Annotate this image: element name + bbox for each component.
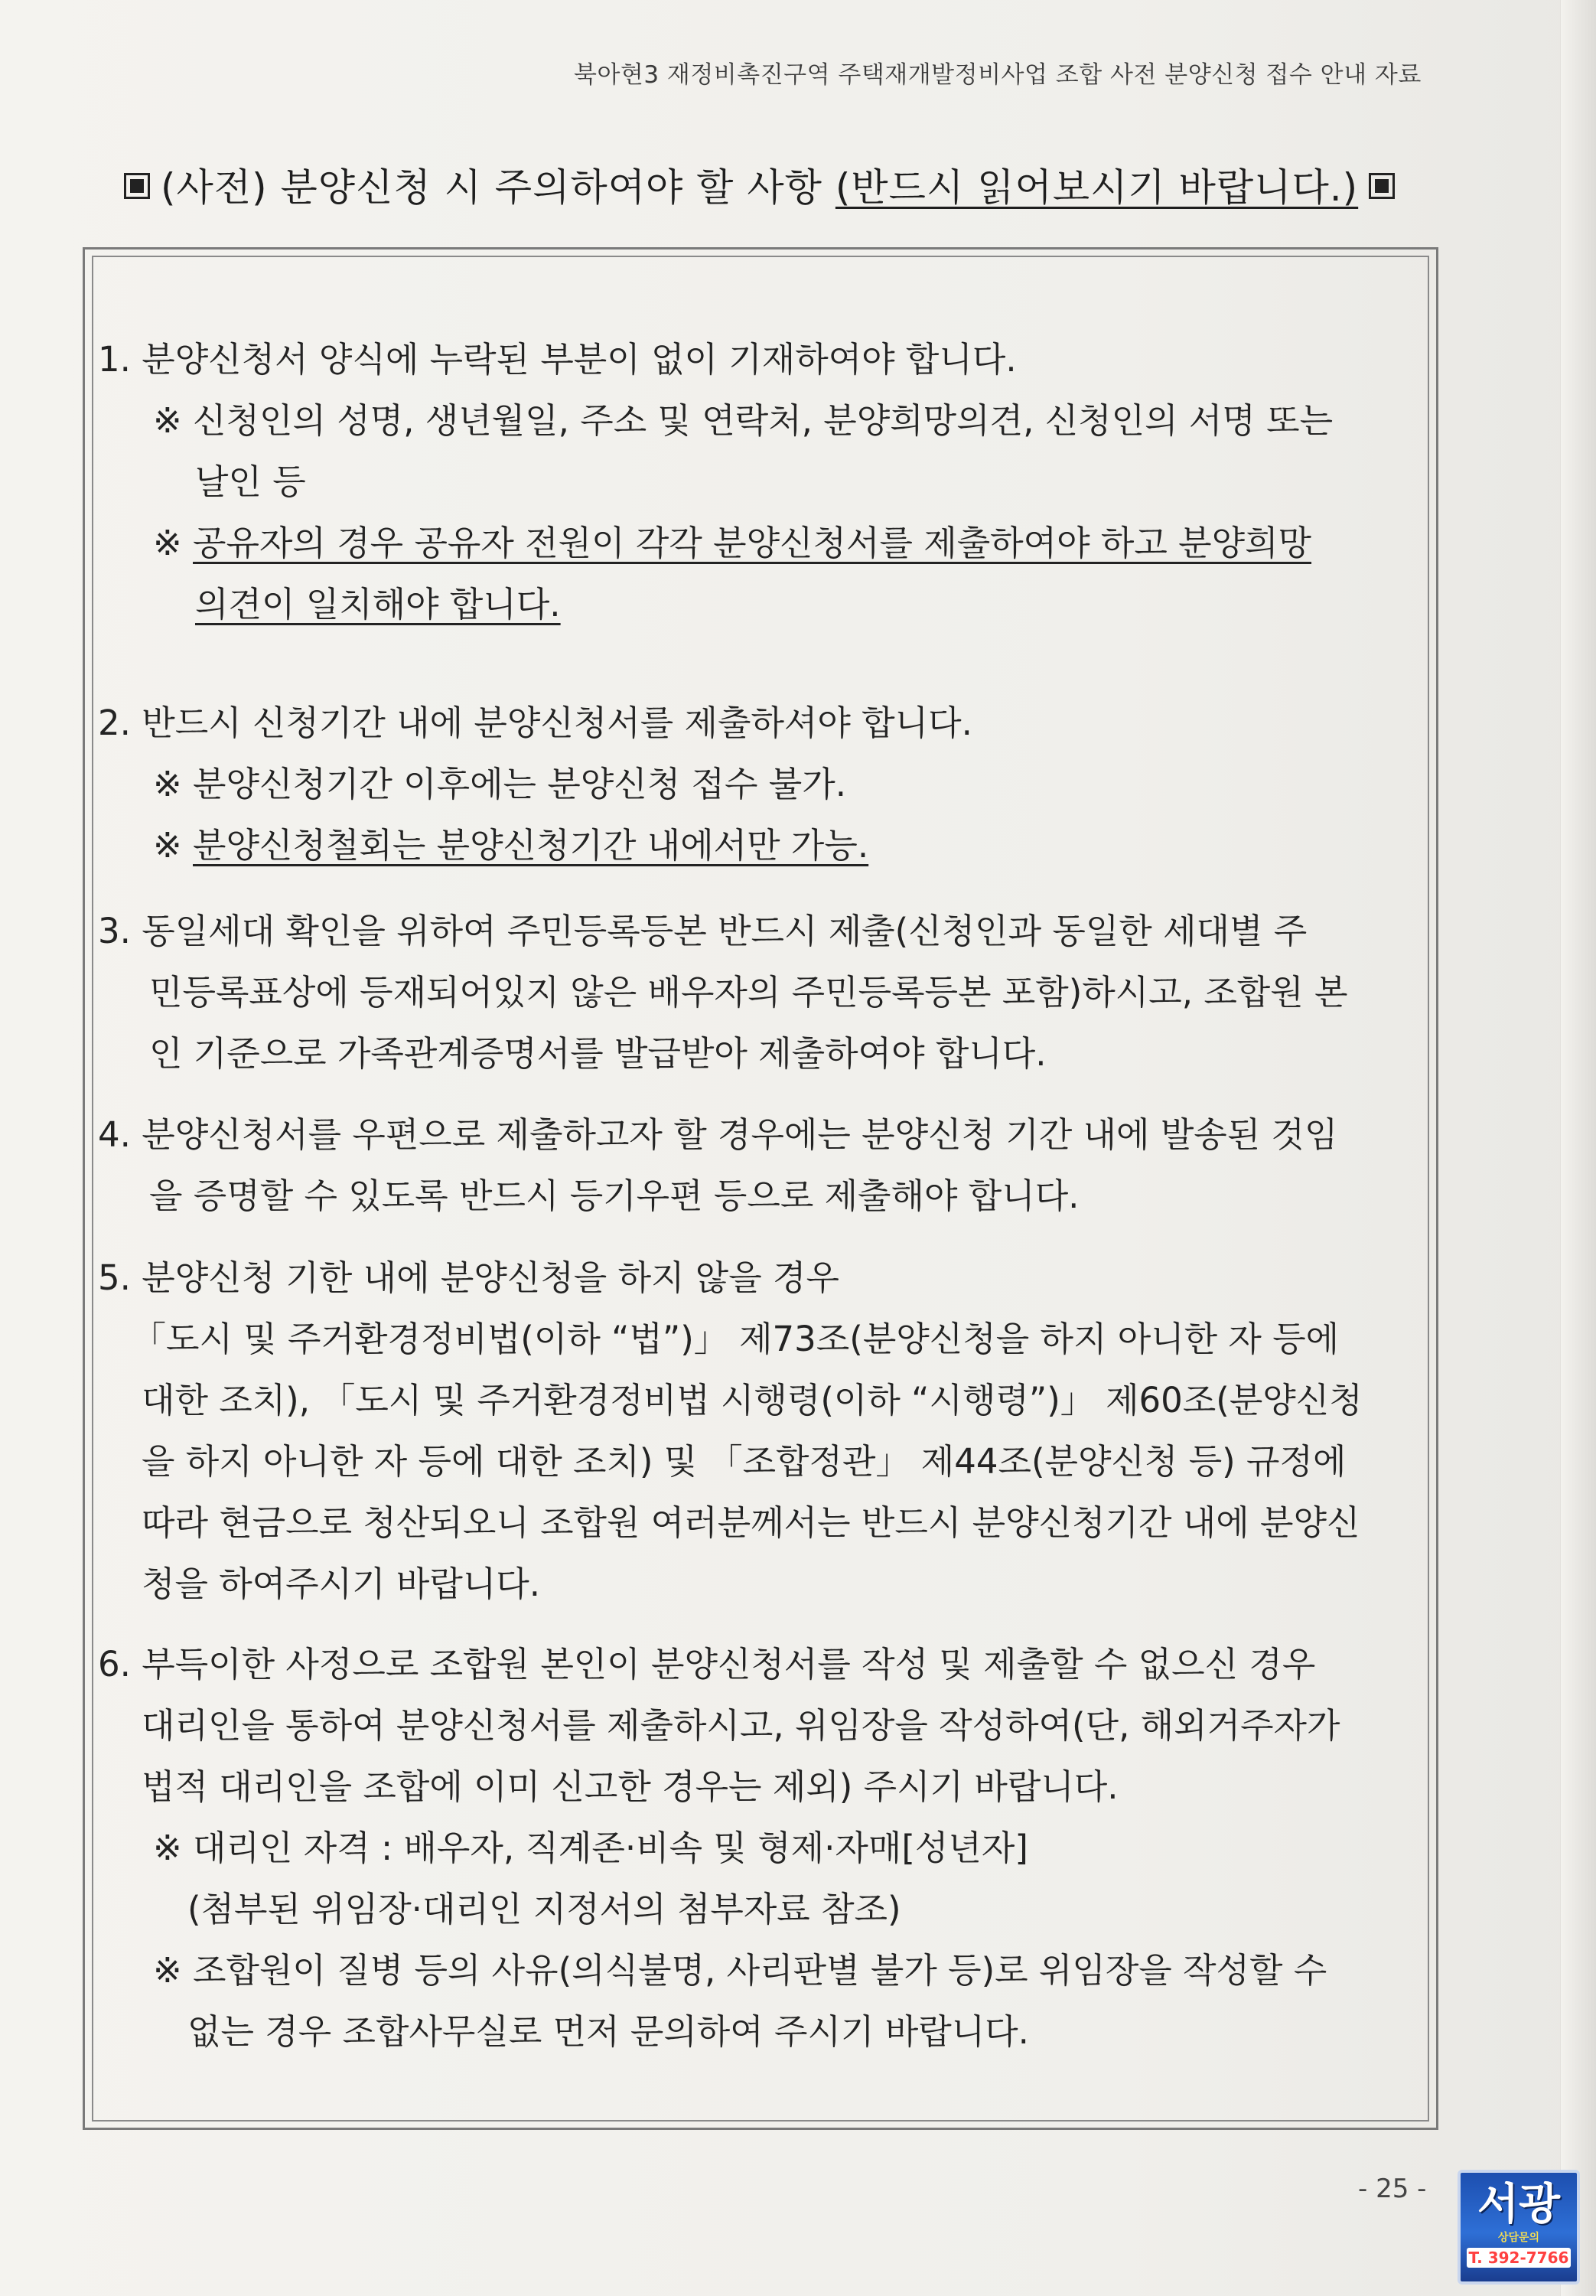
item-6-line-1: 6. 부득이한 사정으로 조합원 본인이 분양신청서를 작성 및 제출할 수 없으신 경우 bbox=[98, 1644, 1316, 1684]
item-5-line-3: 대한 조치), 「도시 및 주거환경정비법 시행령(이하 “시행령”)」 제60조(분양신청 bbox=[142, 1380, 1363, 1420]
running-header: 북아현3 재정비촉진구역 주택재개발정비사업 조합 사전 분양신청 접수 안내 자료 bbox=[574, 61, 1422, 89]
item-4-line-1: 4. 분양신청서를 우편으로 제출하고자 할 경우에는 분양신청 기간 내에 발송된 것임 bbox=[98, 1114, 1338, 1155]
square-bullet-icon bbox=[124, 173, 150, 199]
item-3-line-3: 인 기준으로 가족관계증명서를 발급받아 제출하여야 합니다. bbox=[149, 1033, 1047, 1074]
item-2-note-1: ※ 분양신청기간 이후에는 분양신청 접수 불가. bbox=[153, 764, 846, 804]
square-bullet-icon bbox=[1369, 173, 1395, 199]
reference-mark: ※ bbox=[153, 825, 194, 866]
item-6-note-2-cont: 없는 경우 조합사무실로 먼저 문의하여 주시기 바랍니다. bbox=[187, 2011, 1029, 2052]
item-2-note-2-text: 분양신청철회는 분양신청기간 내에서만 가능. bbox=[193, 825, 869, 866]
item-2-heading: 2. 반드시 신청기간 내에 분양신청서를 제출하셔야 합니다. bbox=[98, 703, 972, 743]
item-1-note-2-cont: 의견이 일치해야 합니다. bbox=[195, 584, 561, 625]
item-6-note-1: ※ 대리인 자격 : 배우자, 직계존·비속 및 형제·자매[성년자] bbox=[153, 1828, 1028, 1868]
item-1-note-2 bbox=[153, 520, 1311, 566]
item-1-heading: 1. 분양신청서 양식에 누락된 부분이 없이 기재하여야 합니다. bbox=[98, 339, 1017, 380]
stamp-main-text: 서광 bbox=[1477, 2180, 1561, 2229]
page-number: - 25 - bbox=[1358, 2174, 1427, 2204]
publisher-stamp-logo bbox=[1458, 2170, 1580, 2285]
title-prefix: (사전) 분양신청 시 주의하여야 할 사항 bbox=[161, 165, 835, 210]
item-3-line-2: 민등록표상에 등재되어있지 않은 배우자의 주민등록등본 포함)하시고, 조합원 본 bbox=[149, 972, 1348, 1013]
item-6-note-2: ※ 조합원이 질병 등의 사유(의식불명, 사리판별 불가 등)로 위임장을 작성할 수 bbox=[153, 1950, 1327, 1991]
item-5-line-5: 따라 현금으로 청산되오니 조합원 여러분께서는 반드시 분양신청기간 내에 분양신 bbox=[142, 1502, 1360, 1543]
item-5-line-6: 청을 하여주시기 바랍니다. bbox=[142, 1564, 541, 1604]
reference-mark: ※ bbox=[153, 523, 194, 563]
title-underlined: (반드시 읽어보시기 바랍니다.) bbox=[835, 165, 1359, 210]
item-6-note-1-cont: (첨부된 위임장·대리인 지정서의 첨부자료 참조) bbox=[187, 1889, 901, 1929]
item-5-line-4: 을 하지 아니한 자 등에 대한 조치) 및 「조합정관」 제44조(분양신청 등) 규정에 bbox=[142, 1441, 1347, 1482]
item-6-line-3: 법적 대리인을 조합에 이미 신고한 경우는 제외) 주시기 바랍니다. bbox=[142, 1766, 1119, 1807]
page-edge-shadow bbox=[1560, 0, 1596, 2296]
item-5-line-1: 5. 분양신청 기한 내에 분양신청을 하지 않을 경우 bbox=[98, 1257, 839, 1298]
stamp-phone-text: T. 392-7766 bbox=[1467, 2248, 1571, 2268]
item-6-line-2: 대리인을 통하여 분양신청서를 제출하시고, 위임장을 작성하여(단, 해외거주자가 bbox=[142, 1705, 1340, 1746]
item-4-line-2: 을 증명할 수 있도록 반드시 등기우편 등으로 제출해야 합니다. bbox=[149, 1176, 1080, 1216]
item-2-note-2 bbox=[153, 823, 868, 869]
item-1-note-1-cont: 날인 등 bbox=[195, 461, 306, 502]
item-3-line-1: 3. 동일세대 확인을 위하여 주민등록등본 반드시 제출(신청인과 동일한 세대별 주 bbox=[98, 911, 1308, 951]
item-5-line-2: 「도시 및 주거환경정비법(이하 “법”)」 제73조(분양신청을 하지 아니한 자 등에 bbox=[132, 1319, 1340, 1359]
stamp-sub-text: 상담문의 bbox=[1497, 2232, 1540, 2244]
section-title bbox=[113, 157, 1414, 212]
item-1-note-2-text: 공유자의 경우 공유자 전원이 각각 분양신청서를 제출하여야 하고 분양희망 bbox=[193, 523, 1312, 563]
item-1-note-1: ※ 신청인의 성명, 생년월일, 주소 및 연락처, 분양희망의견, 신청인의 서명 또는 bbox=[153, 400, 1334, 441]
